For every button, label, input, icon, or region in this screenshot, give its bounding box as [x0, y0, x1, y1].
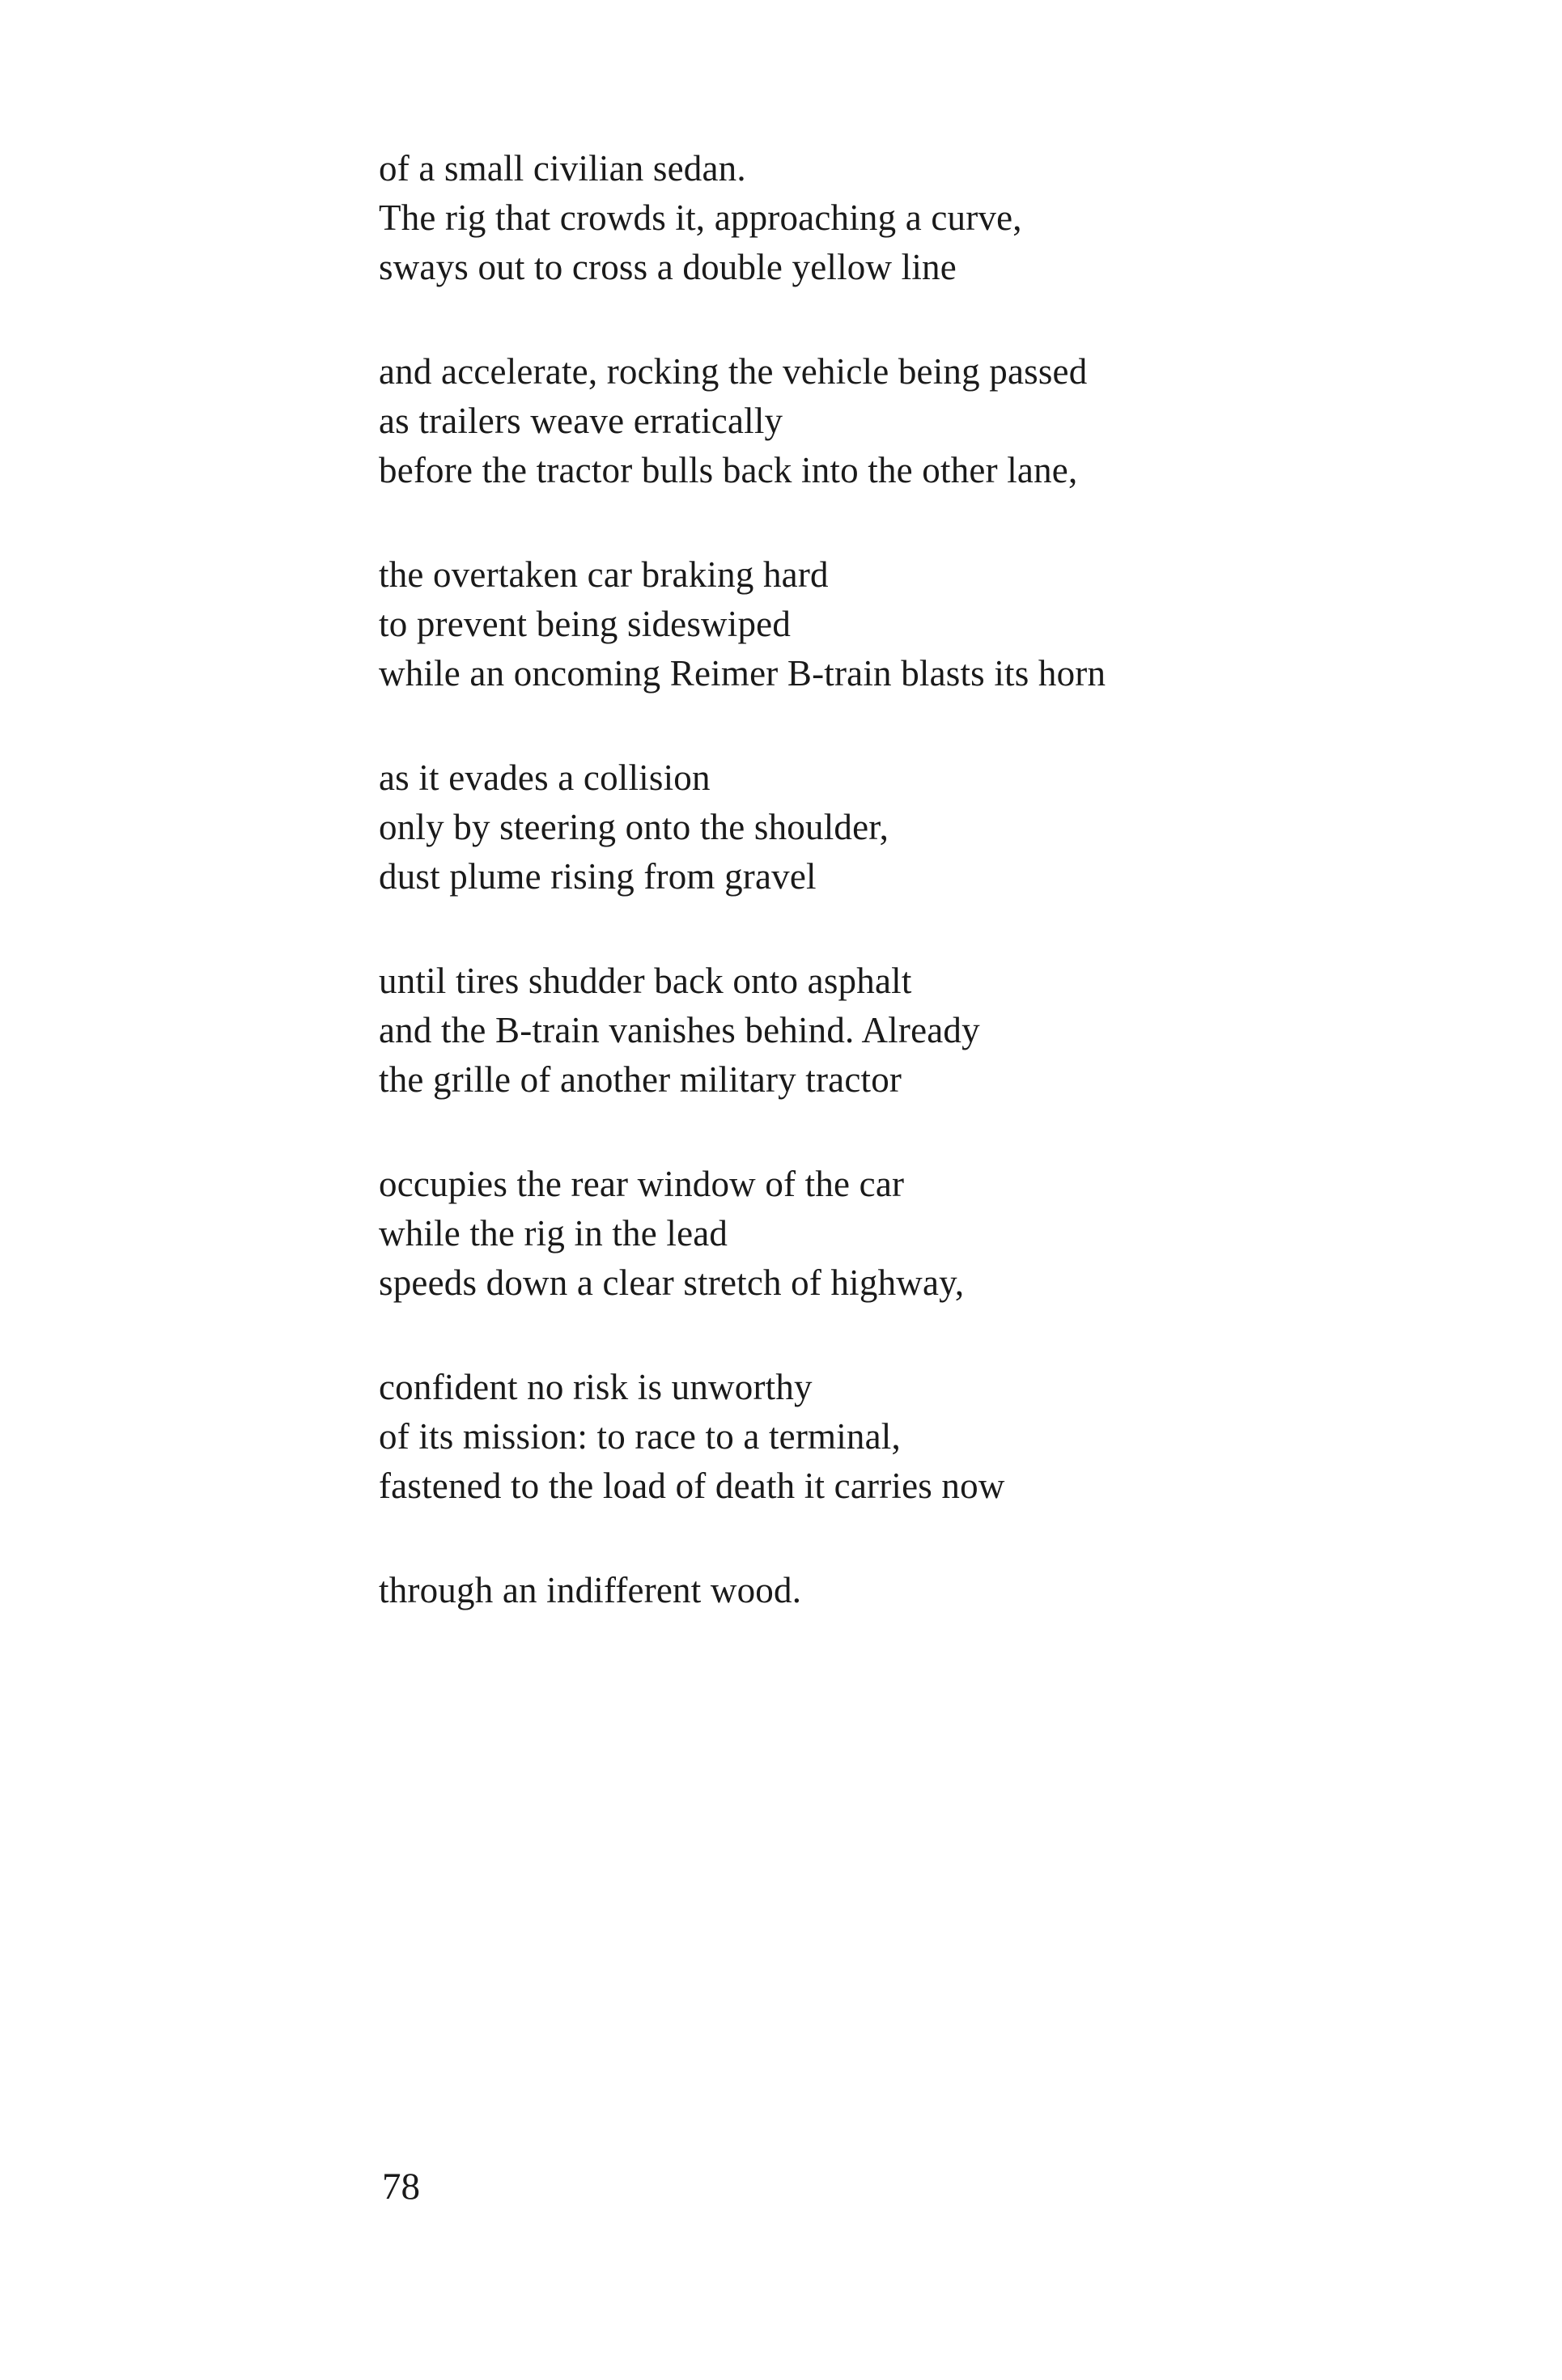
- poem-body: [379, 144, 1463, 1670]
- stanza-2: [379, 347, 1463, 495]
- poem-line: and accelerate, rocking the vehicle being passed: [379, 351, 1088, 392]
- stanza-3: [379, 550, 1463, 698]
- poem-line: through an indifferent wood.: [379, 1570, 802, 1610]
- poem-line: as trailers weave erratically: [379, 401, 783, 441]
- poem-line: and the B-train vanishes behind. Already: [379, 1010, 980, 1050]
- stanza-8: [379, 1566, 1463, 1615]
- stanza-4: [379, 753, 1463, 902]
- poem-line: to prevent being sideswiped: [379, 604, 792, 644]
- stanza-1: [379, 144, 1463, 292]
- poem-line: The rig that crowds it, approaching a curve,: [379, 197, 1022, 238]
- poem-line: the overtaken car braking hard: [379, 554, 829, 595]
- poem-line: confident no risk is unworthy: [379, 1367, 813, 1407]
- poem-line: until tires shudder back onto asphalt: [379, 961, 912, 1001]
- poem-line: only by steering onto the shoulder,: [379, 807, 889, 847]
- stanza-5: [379, 957, 1463, 1105]
- poem-line: sways out to cross a double yellow line: [379, 247, 957, 287]
- stanza-6: [379, 1160, 1463, 1308]
- poem-line: while the rig in the lead: [379, 1213, 728, 1254]
- poem-line: speeds down a clear stretch of highway,: [379, 1262, 965, 1303]
- poem-line: while an oncoming Reimer B-train blasts its horn: [379, 653, 1106, 694]
- poem-line: of a small civilian sedan.: [379, 148, 746, 189]
- page-number: 78: [382, 2166, 420, 2208]
- poem-line: the grille of another military tractor: [379, 1059, 902, 1100]
- poem-line: before the tractor bulls back into the other lane,: [379, 450, 1078, 490]
- poem-line: dust plume rising from gravel: [379, 856, 817, 897]
- poem-line: occupies the rear window of the car: [379, 1164, 905, 1204]
- poem-line: of its mission: to race to a terminal,: [379, 1416, 901, 1457]
- poem-line: as it evades a collision: [379, 757, 711, 798]
- stanza-7: [379, 1363, 1463, 1511]
- poem-line: fastened to the load of death it carries now: [379, 1466, 1005, 1506]
